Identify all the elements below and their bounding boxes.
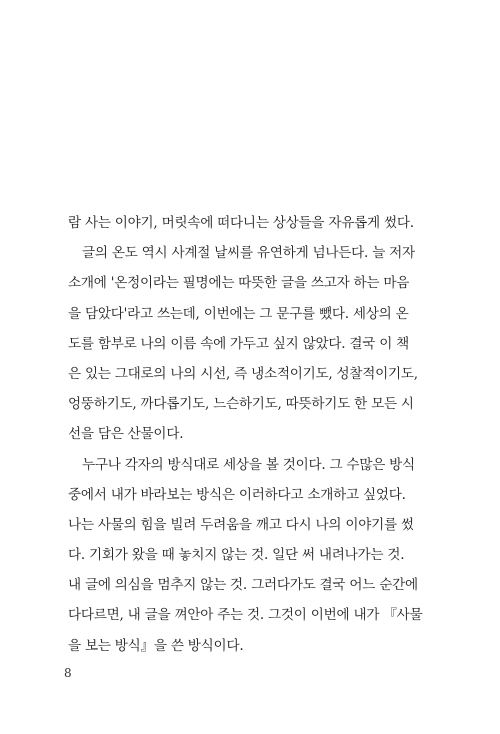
text-line: 은 있는 그대로의 나의 시선, 즉 냉소적이기도, 성찰적이기도, <box>68 365 418 382</box>
text-line: 다. 기회가 왔을 때 놓치지 않는 것. 일단 써 내려나가는 것. <box>68 547 405 564</box>
text-line: 중에서 내가 바라보는 방식은 이러하다고 소개하고 싶었다. <box>68 486 406 503</box>
text-line: 소개에 '온정이라는 필명에는 따뜻한 글을 쓰고자 하는 마음 <box>68 275 410 292</box>
page-number: 8 <box>64 666 72 680</box>
text-line: 나는 사물의 힘을 빌려 두려움을 깨고 다시 나의 이야기를 썼 <box>68 516 414 533</box>
text-line: 누구나 각자의 방식대로 세상을 볼 것이다. 그 수많은 방식 <box>82 456 415 473</box>
text-line: 글의 온도 역시 사계절 날씨를 유연하게 넘나든다. 늘 저자 <box>82 245 415 262</box>
text-line: 을 보는 방식』을 쓴 방식이다. <box>68 637 244 654</box>
text-line: 다다르면, 내 글을 껴안아 주는 것. 그것이 이번에 내가 『사물 <box>68 607 423 624</box>
text-line: 선을 담은 산물이다. <box>68 426 184 443</box>
text-line: 내 글에 의심을 멈추지 않는 것. 그러다가도 결국 어느 순간에 <box>68 577 418 594</box>
body-text <box>68 208 436 661</box>
text-line: 을 담았다'라고 쓰는데, 이번에는 그 문구를 뺐다. 세상의 온 <box>68 305 409 322</box>
text-line: 도를 함부로 나의 이름 속에 가두고 싶지 않았다. 결국 이 책 <box>68 335 410 352</box>
text-line: 엉뚱하기도, 까다롭기도, 느슨하기도, 따뜻하기도 한 모든 시 <box>68 396 414 413</box>
text-line: 람 사는 이야기, 머릿속에 떠다니는 상상들을 자유롭게 썼다. <box>68 215 414 231</box>
